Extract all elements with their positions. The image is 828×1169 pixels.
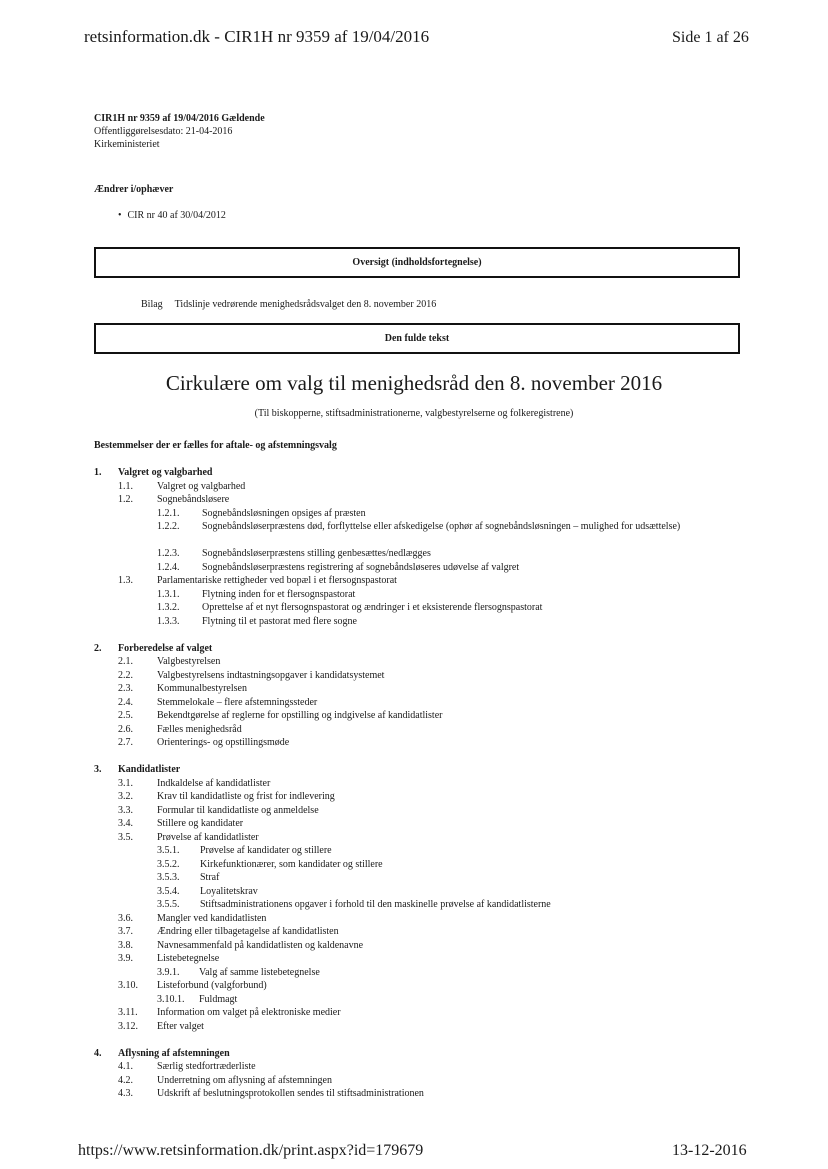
toc-title: Sognebåndsløserpræstens død, forflyttelse eller afskedigelse (ophør af sognebåndsløsningen – mulighed for udsættelse) bbox=[202, 521, 681, 532]
toc-title: Stillere og kandidater bbox=[157, 818, 244, 829]
toc-subitem[interactable] bbox=[0, 858, 828, 872]
publication-date: Offentliggørelsesdato: 21-04-2016 bbox=[94, 126, 233, 137]
toc-number: 4. bbox=[94, 1047, 102, 1059]
toc-item[interactable] bbox=[0, 804, 828, 818]
toc-title: Særlig stedfortræderliste bbox=[157, 1061, 256, 1072]
toc-item[interactable] bbox=[0, 723, 828, 737]
toc-number: 2.7. bbox=[118, 737, 133, 748]
toc-item[interactable] bbox=[0, 1074, 828, 1088]
page-number: Side 1 af 26 bbox=[672, 29, 749, 46]
toc-number: 2.1. bbox=[118, 656, 133, 667]
toc-item[interactable] bbox=[0, 1020, 828, 1034]
toc-number: 1.2.4. bbox=[157, 561, 180, 573]
changes-item[interactable] bbox=[118, 210, 226, 221]
toc-title: Valgbestyrelsens indtastningsopgaver i kandidatsystemet bbox=[157, 669, 385, 681]
toc-number: 3.5.2. bbox=[157, 858, 180, 870]
toc-number: 3. bbox=[94, 764, 102, 775]
toc-subitem[interactable] bbox=[0, 561, 828, 575]
toc-title: Listeforbund (valgforbund) bbox=[157, 980, 267, 991]
toc-item[interactable] bbox=[0, 939, 828, 953]
appendix-row[interactable] bbox=[141, 299, 436, 310]
toc-title: Ændring eller tilbagetagelse af kandidatlisten bbox=[157, 926, 339, 937]
appendix-link[interactable]: Tidslinje vedrørende menighedsrådsvalget den 8. november 2016 bbox=[174, 299, 437, 310]
toc-title: Underretning om aflysning af afstemningen bbox=[157, 1074, 332, 1086]
overview-heading: Oversigt (indholdsfortegnelse) bbox=[352, 257, 482, 268]
toc-number: 1. bbox=[94, 467, 102, 478]
toc-title: Stiftsadministrationens opgaver i forhold til den maskinelle prøvelse af kandidatlisterne bbox=[200, 899, 551, 910]
toc-number: 1.3.1. bbox=[157, 588, 180, 600]
toc-title: Sognebåndsløsningen opsiges af præsten bbox=[202, 507, 366, 519]
toc-number: 4.2. bbox=[118, 1074, 133, 1086]
toc-number: 3.11. bbox=[118, 1007, 138, 1018]
toc-title: Loyalitetskrav bbox=[200, 885, 258, 897]
toc-section[interactable] bbox=[0, 1047, 828, 1061]
toc-item[interactable] bbox=[0, 1006, 828, 1020]
toc-subitem[interactable] bbox=[0, 507, 828, 521]
toc-title: Fuldmagt bbox=[199, 993, 238, 1005]
toc-subitem[interactable] bbox=[0, 844, 828, 858]
document-meta bbox=[94, 112, 265, 151]
toc-title: Krav til kandidatliste og frist for indlevering bbox=[157, 791, 335, 802]
toc-title: Sognebåndsløserpræstens stilling genbesættes/nedlægges bbox=[202, 548, 431, 559]
document-title: Cirkulære om valg til menighedsråd den 8. november 2016 bbox=[165, 371, 663, 395]
toc-number: 3.3. bbox=[118, 804, 133, 816]
toc-number: 1.2. bbox=[118, 494, 133, 505]
toc-number: 1.1. bbox=[118, 480, 133, 492]
toc-title: Parlamentariske rettigheder ved bopæl i et flersognspastorat bbox=[157, 575, 397, 586]
toc-subitem[interactable] bbox=[0, 547, 828, 561]
toc-number: 3.5.4. bbox=[157, 885, 180, 897]
toc-title: Formular til kandidatliste og anmeldelse bbox=[157, 804, 319, 816]
toc-item[interactable] bbox=[0, 912, 828, 926]
toc-title: Flytning inden for et flersognspastorat bbox=[202, 588, 356, 600]
toc-number: 2.2. bbox=[118, 669, 133, 681]
footer-date: 13-12-2016 bbox=[672, 1142, 747, 1159]
toc-title: Valgret og valgbarhed bbox=[157, 480, 246, 492]
toc-number: 1.3.3. bbox=[157, 615, 180, 627]
toc-title: Kommunalbestyrelsen bbox=[157, 683, 247, 694]
toc-number: 1.3. bbox=[118, 575, 133, 586]
toc-number: 1.2.2. bbox=[157, 521, 180, 532]
toc-number: 3.9. bbox=[118, 953, 133, 964]
toc-subitem[interactable] bbox=[0, 520, 828, 547]
toc-item[interactable] bbox=[0, 574, 828, 588]
toc-item[interactable] bbox=[0, 925, 828, 939]
toc-item[interactable] bbox=[0, 831, 828, 845]
toc-item[interactable] bbox=[0, 979, 828, 993]
toc-subitem[interactable] bbox=[0, 588, 828, 602]
toc-title: Navnesammenfald på kandidatlisten og kaldenavne bbox=[157, 939, 364, 951]
toc-title: Sognebåndsløserpræstens registrering af sognebåndsløseres udøvelse af valgret bbox=[202, 561, 520, 573]
toc-title: Listebetegnelse bbox=[157, 953, 220, 964]
toc-title: Fælles menighedsråd bbox=[157, 723, 242, 735]
toc-subitem[interactable] bbox=[0, 871, 828, 885]
toc-item[interactable] bbox=[0, 817, 828, 831]
table-of-contents bbox=[0, 466, 828, 1101]
changes-heading: Ændrer i/ophæver bbox=[94, 184, 174, 195]
toc-number: 3.7. bbox=[118, 926, 133, 937]
toc-number: 3.1. bbox=[118, 777, 133, 789]
toc-number: 1.2.3. bbox=[157, 548, 180, 559]
toc-subitem[interactable] bbox=[0, 615, 828, 629]
overview-box bbox=[94, 247, 740, 278]
toc-item[interactable] bbox=[0, 682, 828, 696]
toc-title: Forberedelse af valget bbox=[118, 642, 213, 654]
toc-title: Valgbestyrelsen bbox=[157, 656, 221, 667]
toc-title: Aflysning af afstemningen bbox=[118, 1047, 230, 1059]
toc-title: Information om valget på elektroniske medier bbox=[157, 1007, 341, 1018]
toc-subitem[interactable] bbox=[0, 601, 828, 615]
toc-item[interactable] bbox=[0, 736, 828, 750]
toc-title: Prøvelse af kandidatlister bbox=[157, 831, 259, 843]
toc-number: 3.9.1. bbox=[157, 966, 180, 978]
toc-section[interactable] bbox=[0, 466, 828, 480]
toc-section[interactable] bbox=[0, 763, 828, 777]
footer-url[interactable]: https://www.retsinformation.dk/print.aspx?id=179679 bbox=[78, 1142, 424, 1159]
toc-title: Sognebåndsløsere bbox=[157, 494, 230, 505]
toc-subitem[interactable] bbox=[0, 993, 828, 1007]
toc-title: Mangler ved kandidatlisten bbox=[157, 912, 267, 924]
toc-number: 1.2.1. bbox=[157, 507, 180, 519]
toc-item[interactable] bbox=[0, 777, 828, 791]
toc-item[interactable] bbox=[0, 1087, 828, 1101]
toc-number: 3.5. bbox=[118, 831, 133, 843]
toc-number: 3.5.3. bbox=[157, 872, 180, 883]
toc-number: 3.12. bbox=[118, 1020, 138, 1032]
toc-number: 2. bbox=[94, 642, 102, 654]
toc-item[interactable] bbox=[0, 669, 828, 683]
toc-item[interactable] bbox=[0, 790, 828, 804]
toc-subitem[interactable] bbox=[0, 966, 828, 980]
toc-number: 3.10.1. bbox=[157, 993, 185, 1005]
toc-number: 3.5.1. bbox=[157, 845, 180, 856]
fulltext-heading: Den fulde tekst bbox=[384, 333, 450, 344]
toc-title: Oprettelse af et nyt flersognspastorat og ændringer i et eksisterende flersognspastorat bbox=[202, 602, 543, 613]
toc-title: Efter valget bbox=[157, 1020, 204, 1032]
toc-title: Udskrift af beslutningsprotokollen sendes til stiftsadministrationen bbox=[157, 1088, 424, 1099]
toc-title: Stemmelokale – flere afstemningssteder bbox=[157, 696, 318, 708]
page-header-source: retsinformation.dk - CIR1H nr 9359 af 19/04/2016 bbox=[84, 27, 430, 46]
toc-title: Kirkefunktionærer, som kandidater og stillere bbox=[200, 858, 383, 870]
toc-number: 4.3. bbox=[118, 1088, 133, 1099]
toc-number: 4.1. bbox=[118, 1061, 133, 1072]
toc-number: 3.10. bbox=[118, 980, 138, 991]
toc-title: Flytning til et pastorat med flere sogne bbox=[202, 615, 357, 627]
toc-item[interactable] bbox=[0, 1060, 828, 1074]
toc-item[interactable] bbox=[0, 696, 828, 710]
toc-number: 2.5. bbox=[118, 710, 133, 721]
changes-item-label: CIR nr 40 af 30/04/2012 bbox=[127, 210, 226, 221]
toc-section[interactable] bbox=[0, 642, 828, 656]
ministry: Kirkeministeriet bbox=[94, 139, 160, 150]
toc-item[interactable] bbox=[0, 655, 828, 669]
toc-number: 3.6. bbox=[118, 912, 133, 924]
toc-number: 3.4. bbox=[118, 818, 133, 829]
common-provisions-heading: Bestemmelser der er fælles for aftale- og afstemningsvalg bbox=[94, 440, 337, 451]
toc-number: 3.8. bbox=[118, 939, 133, 951]
toc-title: Orienterings- og opstillingsmøde bbox=[157, 737, 290, 748]
appendix-label: Bilag bbox=[141, 299, 163, 310]
bullet-icon: • bbox=[118, 210, 122, 221]
toc-number: 2.6. bbox=[118, 723, 133, 735]
toc-item[interactable] bbox=[0, 952, 828, 966]
toc-title: Kandidatlister bbox=[118, 764, 181, 775]
toc-title: Prøvelse af kandidater og stillere bbox=[200, 845, 332, 856]
toc-title: Valg af samme listebetegnelse bbox=[199, 966, 320, 978]
toc-title: Straf bbox=[200, 872, 220, 883]
toc-title: Indkaldelse af kandidatlister bbox=[157, 777, 271, 789]
toc-number: 2.3. bbox=[118, 683, 133, 694]
toc-item[interactable] bbox=[0, 493, 828, 507]
toc-title: Bekendtgørelse af reglerne for opstilling og indgivelse af kandidatlister bbox=[157, 710, 443, 721]
document-id: CIR1H nr 9359 af 19/04/2016 Gældende bbox=[94, 113, 265, 124]
fulltext-box bbox=[94, 323, 740, 354]
toc-number: 2.4. bbox=[118, 696, 133, 708]
toc-item[interactable] bbox=[0, 480, 828, 494]
toc-number: 3.5.5. bbox=[157, 899, 180, 910]
toc-subitem[interactable] bbox=[0, 898, 828, 912]
document-subtitle: (Til biskopperne, stiftsadministrationerne, valgbestyrelserne og folkeregistrene) bbox=[254, 408, 574, 419]
toc-item[interactable] bbox=[0, 709, 828, 723]
toc-number: 1.3.2. bbox=[157, 602, 180, 613]
toc-subitem[interactable] bbox=[0, 885, 828, 899]
toc-number: 3.2. bbox=[118, 791, 133, 802]
toc-title: Valgret og valgbarhed bbox=[118, 467, 213, 478]
